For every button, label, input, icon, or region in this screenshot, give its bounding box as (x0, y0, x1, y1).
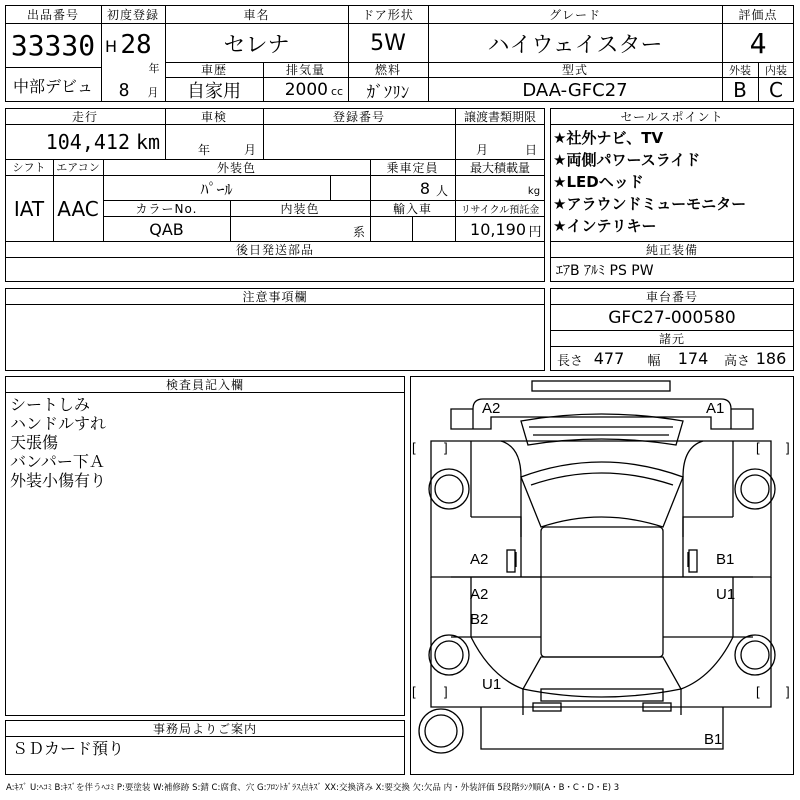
reg-month: 8 (118, 79, 130, 101)
car-diagram (410, 376, 794, 775)
spare-wheel (419, 709, 463, 753)
bracket-mark: [ (412, 440, 416, 455)
exterior-color: ﾊﾟｰﾙ (200, 179, 233, 199)
selling-point: ★アラウンドミューモニター (553, 195, 747, 213)
bracket-mark: ] (786, 684, 790, 699)
year-unit: 年 (148, 62, 160, 75)
rating-score: 4 (749, 26, 767, 60)
selling-point: ★インテリキー (553, 217, 657, 235)
damage-mark: B2 (470, 611, 489, 628)
interior-color-header: 内装色 (280, 201, 320, 216)
model-header: 型式 (561, 63, 588, 77)
plate-header: 登録番号 (332, 109, 385, 124)
due-day-unit: 日 (524, 142, 537, 157)
roof (541, 527, 663, 657)
inspector-notes (10, 395, 400, 490)
exterior-header: 外装 (729, 63, 751, 77)
yen-unit: 円 (528, 224, 542, 240)
bracket-mark: [ (412, 684, 416, 699)
aircon: AAC (57, 196, 99, 221)
damage-mark: A2 (470, 586, 489, 603)
shift: IAT (13, 196, 45, 221)
wheel-front-left (429, 469, 469, 509)
wheel-rear-left (429, 635, 469, 675)
width: 174 (677, 348, 709, 368)
damage-mark: A2 (470, 551, 489, 568)
recycle-header: リサイクル預託金 (460, 204, 540, 216)
notes-header: 注意事項欄 (242, 289, 308, 304)
damage-mark: B1 (704, 731, 723, 748)
max-load-header: 最大積載量 (469, 160, 530, 175)
bracket-mark: ] (444, 440, 448, 455)
reg-year: 28 (120, 30, 152, 60)
aircon-header: エアコン (56, 161, 100, 174)
auction-venue: 中部デビュ (12, 76, 93, 96)
recycle-fee: 10,190 (470, 219, 526, 239)
insp-month-unit: 月 (243, 142, 256, 157)
windshield (521, 462, 683, 527)
inspector-note: バンパー下Ａ (10, 452, 105, 471)
wheel-front-right (735, 469, 775, 509)
rating-header: 評価点 (738, 7, 778, 22)
height: 186 (755, 348, 787, 368)
exterior-grade: B (733, 78, 747, 102)
bracket-mark: ] (786, 440, 790, 455)
inspector-header: 検査員記入欄 (165, 377, 244, 392)
damage-mark: A2 (482, 400, 501, 417)
inspection-header: 車検 (200, 109, 227, 124)
equipment: ｴｱB ｱﾙﾐ PS PW (556, 262, 654, 279)
bracket-mark: ] (444, 684, 448, 699)
car-name: セレナ (223, 32, 290, 58)
legend-text: A:ｷｽﾞ U:ﾍｺﾐ B:ｷｽﾞを伴うﾍｺﾐ P:要塗装 W:補修跡 S:錆 C:腐食、穴 G:ﾌﾛﾝﾄｶﾞﾗｽ点ｷｽﾞ XX:交換済み X:要交換 欠:欠品 内・外装評価 5段階ﾗﾝｸ順(A・B・C・D・E) 3 (6, 783, 620, 793)
reg-era: H (104, 36, 118, 56)
mileage-header: 走行 (71, 109, 98, 124)
month-unit: 月 (147, 86, 159, 99)
office-note: ＳＤカード預り (12, 739, 125, 758)
interior-header: 内装 (765, 63, 787, 77)
inspector-note: シートしみ (10, 395, 91, 414)
height-label: 高さ (723, 353, 750, 368)
kg-unit: kg (527, 185, 541, 197)
selling-point: ★社外ナビ、TV (553, 129, 664, 147)
person-unit: 人 (435, 183, 448, 198)
later-parts-header: 後日発送部品 (235, 242, 314, 257)
door-header: ドア形状 (362, 7, 414, 22)
damage-mark: U1 (716, 586, 736, 603)
selling-points-header: セールスポイント (620, 109, 724, 124)
insp-year-unit: 年 (197, 142, 210, 157)
office-header: 事務局よりご案内 (152, 721, 257, 736)
length-label: 長さ (556, 353, 583, 368)
fuel-header: 燃料 (374, 63, 401, 77)
history: 自家用 (187, 81, 241, 102)
mileage: 104,412 (45, 130, 130, 154)
chassis-header: 車台番号 (645, 289, 698, 304)
displacement: 2000 (284, 80, 328, 100)
damage-mark: B1 (716, 551, 735, 568)
car-name-header: 車名 (243, 7, 270, 22)
displacement-header: 排気量 (285, 63, 325, 77)
due-month-unit: 月 (475, 142, 488, 157)
selling-points-list (553, 127, 793, 237)
model-code: DAA-GFC27 (522, 79, 628, 101)
selling-point: ★LEDヘッド (553, 173, 644, 191)
length: 477 (593, 348, 625, 368)
bracket-mark: [ (756, 440, 760, 455)
equipment-header: 純正装備 (645, 242, 698, 257)
km-unit: km (135, 130, 161, 154)
damage-mark: A1 (706, 400, 725, 417)
interior-color-suffix: 系 (352, 224, 365, 239)
rear-glass (523, 657, 681, 697)
lot-number: 33330 (10, 29, 96, 62)
first-reg-header: 初度登録 (106, 7, 159, 22)
wheel-rear-right (735, 635, 775, 675)
width-label: 幅 (647, 353, 661, 368)
selling-point: ★両側パワースライド (553, 151, 701, 169)
fuel: ｶﾞｿﾘﾝ (366, 82, 410, 102)
inspector-note: ハンドルすれ (10, 414, 107, 433)
grade-header: グレード (548, 7, 601, 22)
capacity-header: 乗車定員 (386, 160, 439, 175)
dims-header: 諸元 (658, 331, 685, 346)
door-type: 5W (370, 30, 406, 56)
chassis-number: GFC27-000580 (608, 307, 736, 328)
history-header: 車歴 (200, 63, 227, 77)
color-no: QAB (149, 219, 184, 239)
grade: ハイウェイスター (487, 32, 663, 58)
import-header: 輸入車 (392, 201, 432, 216)
bracket-mark: [ (756, 684, 760, 699)
transfer-due-header: 譲渡書類期限 (463, 109, 536, 124)
capacity: 8 (419, 178, 430, 198)
interior-grade: C (769, 78, 783, 102)
cc-unit: cc (330, 84, 344, 98)
lot-no-header: 出品番号 (26, 7, 79, 22)
color-header: 外装色 (216, 160, 256, 175)
inspector-note: 外装小傷有り (10, 471, 107, 490)
shift-header: シフト (12, 161, 46, 174)
color-no-header: カラーNo. (135, 201, 198, 216)
roof-panel (532, 381, 670, 391)
damage-mark: U1 (482, 676, 502, 693)
inspector-note: 天張傷 (10, 433, 59, 452)
